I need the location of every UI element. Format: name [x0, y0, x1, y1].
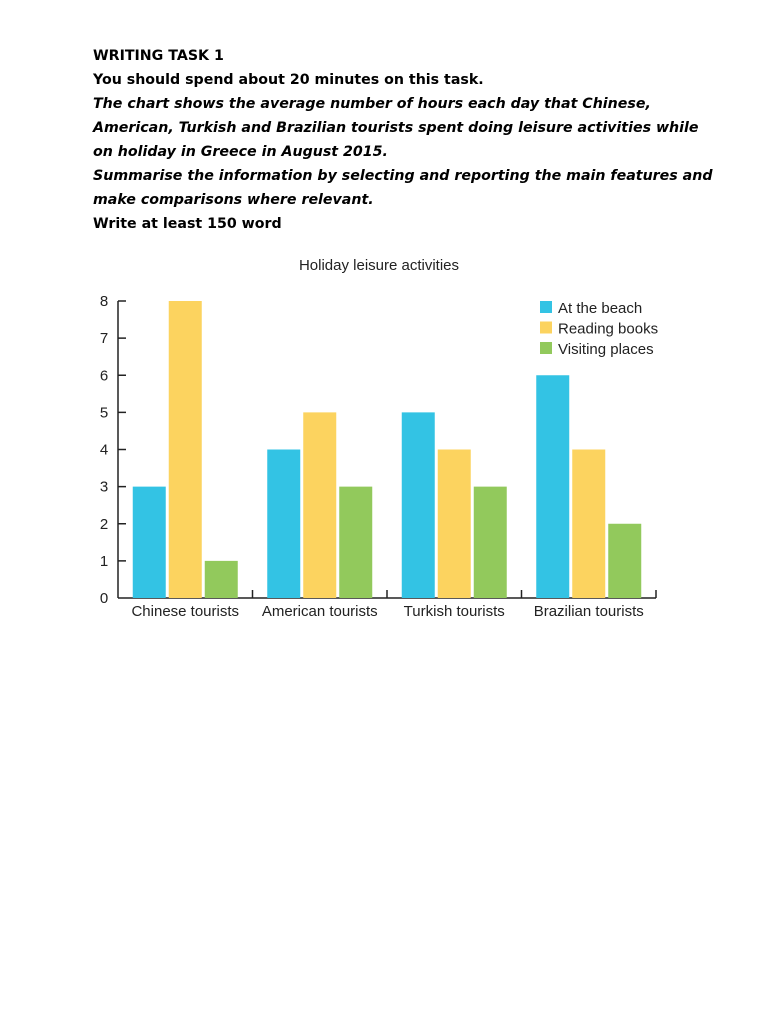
bar-reading-books: [438, 450, 471, 599]
bar-visiting-places: [339, 487, 372, 598]
chart-title: Holiday leisure activities: [298, 257, 460, 274]
y-tick-label: 7: [99, 330, 109, 348]
y-tick-label: 6: [99, 367, 109, 385]
task-word-count: Write at least 150 word: [93, 216, 282, 232]
task-prompt-line: The chart shows the average number of hours each day that Chinese,: [93, 96, 651, 112]
legend-label: Reading books: [558, 320, 659, 338]
bar-at-the-beach: [133, 487, 166, 598]
y-tick-label: 2: [99, 515, 109, 533]
legend-swatch: [540, 301, 552, 313]
legend-label: At the beach: [558, 300, 643, 317]
bar-visiting-places: [608, 524, 641, 598]
task-prompt-line: Summarise the information by selecting and reporting the main features and: [93, 168, 713, 184]
y-tick-label: 0: [99, 590, 109, 607]
bar-reading-books: [169, 301, 202, 598]
bar-at-the-beach: [402, 412, 435, 598]
task-time-instruction: You should spend about 20 minutes on this task.: [93, 72, 484, 88]
task-prompt-line: American, Turkish and Brazilian tourists spent doing leisure activities while: [93, 120, 699, 136]
bar-visiting-places: [205, 561, 238, 598]
legend-swatch: [540, 322, 552, 334]
y-tick-label: 4: [99, 441, 109, 459]
bar-visiting-places: [474, 487, 507, 598]
x-category-label: American tourists: [261, 603, 378, 620]
y-tick-label: 5: [99, 404, 109, 422]
bar-at-the-beach: [267, 450, 300, 599]
legend-swatch: [540, 342, 552, 354]
x-category-label: Chinese tourists: [131, 603, 240, 620]
y-tick-label: 3: [99, 478, 109, 496]
chart-legend: [540, 300, 658, 358]
y-tick-label: 1: [99, 552, 109, 570]
task-prompt-line: on holiday in Greece in August 2015.: [93, 144, 388, 160]
bar-at-the-beach: [536, 375, 569, 598]
x-category-label: Brazilian tourists: [533, 603, 644, 620]
y-tick-label: 8: [99, 293, 109, 310]
bar-reading-books: [572, 450, 605, 599]
task-heading: WRITING TASK 1: [93, 48, 224, 64]
bar-reading-books: [303, 412, 336, 598]
task-prompt-line: make comparisons where relevant.: [93, 192, 374, 208]
legend-label: Visiting places: [558, 341, 654, 358]
x-category-label: Turkish tourists: [403, 603, 505, 620]
